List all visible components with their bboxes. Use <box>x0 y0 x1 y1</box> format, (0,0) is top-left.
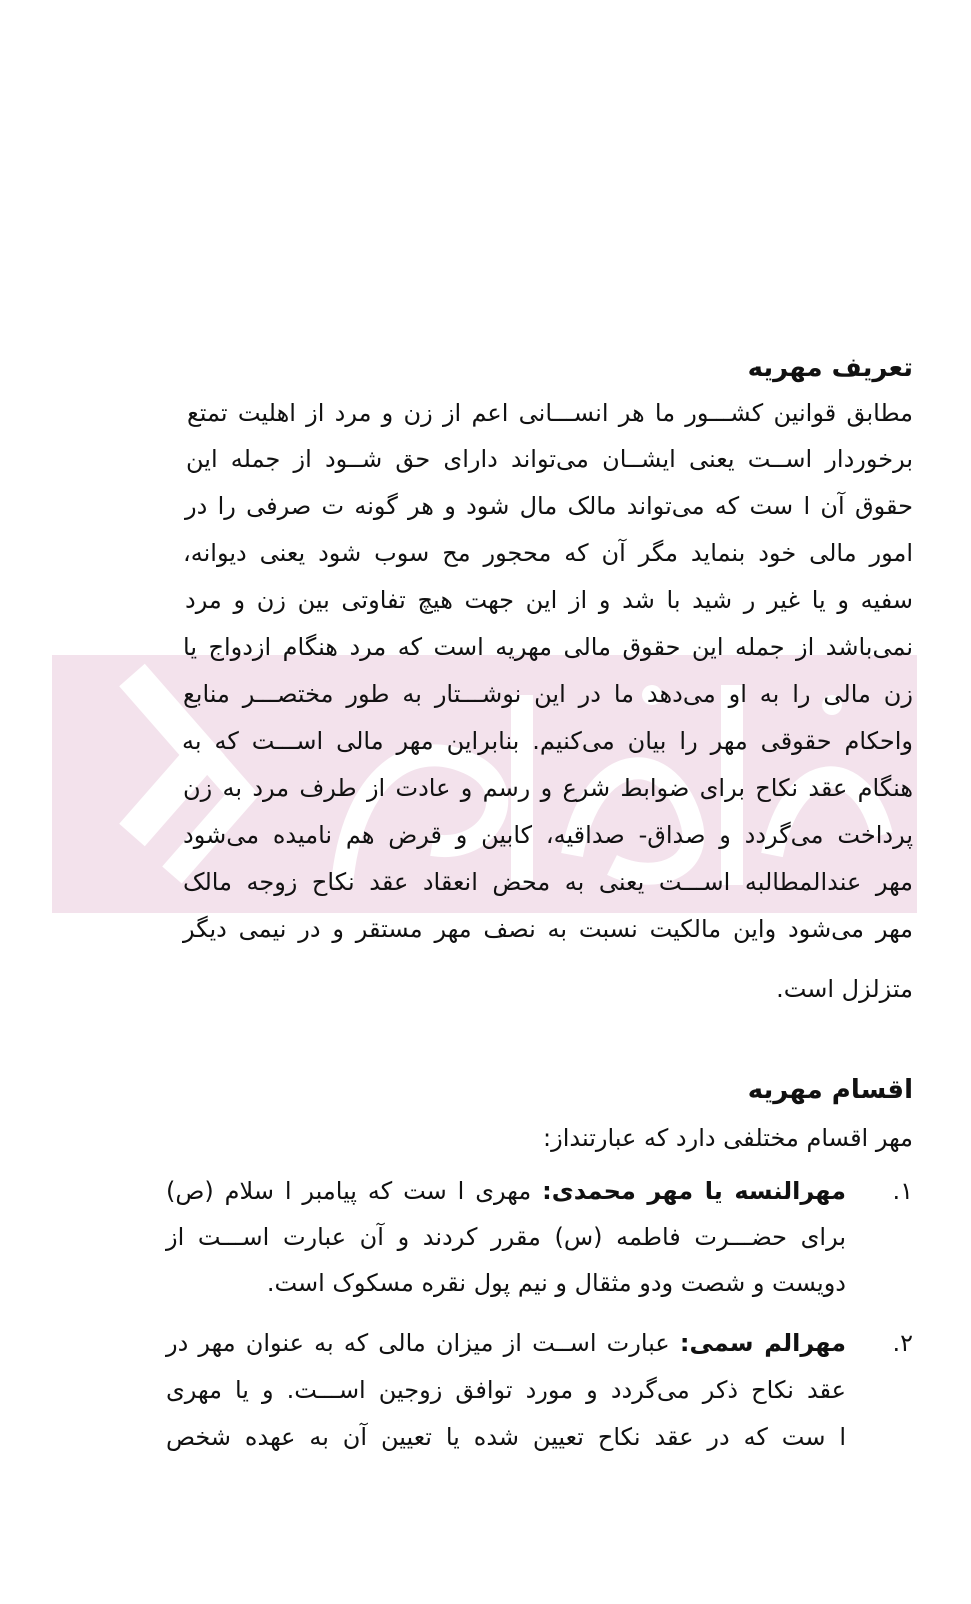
paragraph-line: امور مالی خود بنماید مگر آن که محجور مح سوب شود یعنی دیوانه، <box>183 539 913 567</box>
list-item-term: مهرالنسه یا مهر محمدی: <box>542 1177 846 1205</box>
paragraph-line: زن مالی را به او می‌دهد ما در این نوشـــتار به طور مختصـــر منابع <box>183 680 913 708</box>
list-item-number: ۲. <box>892 1329 913 1357</box>
list-item-line: ا ست که در عقد نکاح تعیین شده یا تعیین آن به عهده شخص <box>166 1423 846 1451</box>
paragraph-line: مطابق قوانین کشـــور ما هر انســـانی اعم از زن و مرد از اهلیت تمتع <box>187 399 913 427</box>
list-item-line: برای حضـــرت فاطمه (س) مقرر کردند و آن عبارت اســـت از <box>166 1223 846 1251</box>
paragraph-line: حقوق آن ا ست که می‌تواند مالک مال شود و هر گونه ت صرفی را در <box>185 492 913 520</box>
list-item-line: عقد نکاح ذکر می‌گردد و مورد توافق زوجین اســـت. و یا مهری <box>166 1376 846 1404</box>
paragraph-line: واحکام حقوقی مهر را بیان می‌کنیم. بنابراین مهر مالی اســـت که به <box>182 727 913 755</box>
paragraph-line: برخوردار اســت یعنی ایشــان می‌تواند دارای حق شــود از جمله این <box>186 445 913 473</box>
list-item-first-line <box>166 1174 846 1208</box>
list-item-line: دویست و شصت ودو مثقال و نیم پول نقره مسکوک است. <box>266 1269 846 1297</box>
list-item-number: ۱. <box>892 1177 913 1205</box>
paragraph-line: مهر عندالمطالبه اســـت یعنی به محض انعقاد عقد نکاح زوجه مالک <box>183 868 913 896</box>
section-intro: مهر اقسام مختلفی دارد که عبارتنداز: <box>543 1124 913 1152</box>
paragraph-line: پرداخت می‌گردد و صداق- صداقیه، کابین و قرض هم نامیده می‌شود <box>183 821 913 849</box>
list-item-text: مهری ا ست که پیامبر ا سلام (ص) <box>166 1177 543 1205</box>
paragraph-line: سفیه و یا غیر ر شید با شد و از این جهت هیچ تفاوتی بین زن و مرد <box>185 586 913 614</box>
paragraph-line: نمی‌باشد از جمله این حقوق مالی مهریه است که مرد هنگام ازدواج یا <box>183 633 913 661</box>
section-heading-mahrieh-definition: تعریف مهریه <box>747 353 913 383</box>
paragraph-line: مهر می‌شود واین مالکیت نسبت به نصف مهر مستقر و در نیمی دیگر <box>183 915 913 943</box>
list-item-term: مهرالم سمی: <box>679 1329 846 1357</box>
paragraph-line: متزلزل است. <box>776 975 913 1003</box>
list-item-first-line <box>166 1326 846 1360</box>
section-heading-mahrieh-types: اقسام مهریه <box>747 1075 913 1105</box>
list-item-text: عبارت اســت از میزان مالی که به عنوان مهر در <box>166 1329 680 1357</box>
paragraph-line: هنگام عقد نکاح برای ضوابط شرع و رسم و عادت از طرف مرد به زن <box>183 774 913 802</box>
